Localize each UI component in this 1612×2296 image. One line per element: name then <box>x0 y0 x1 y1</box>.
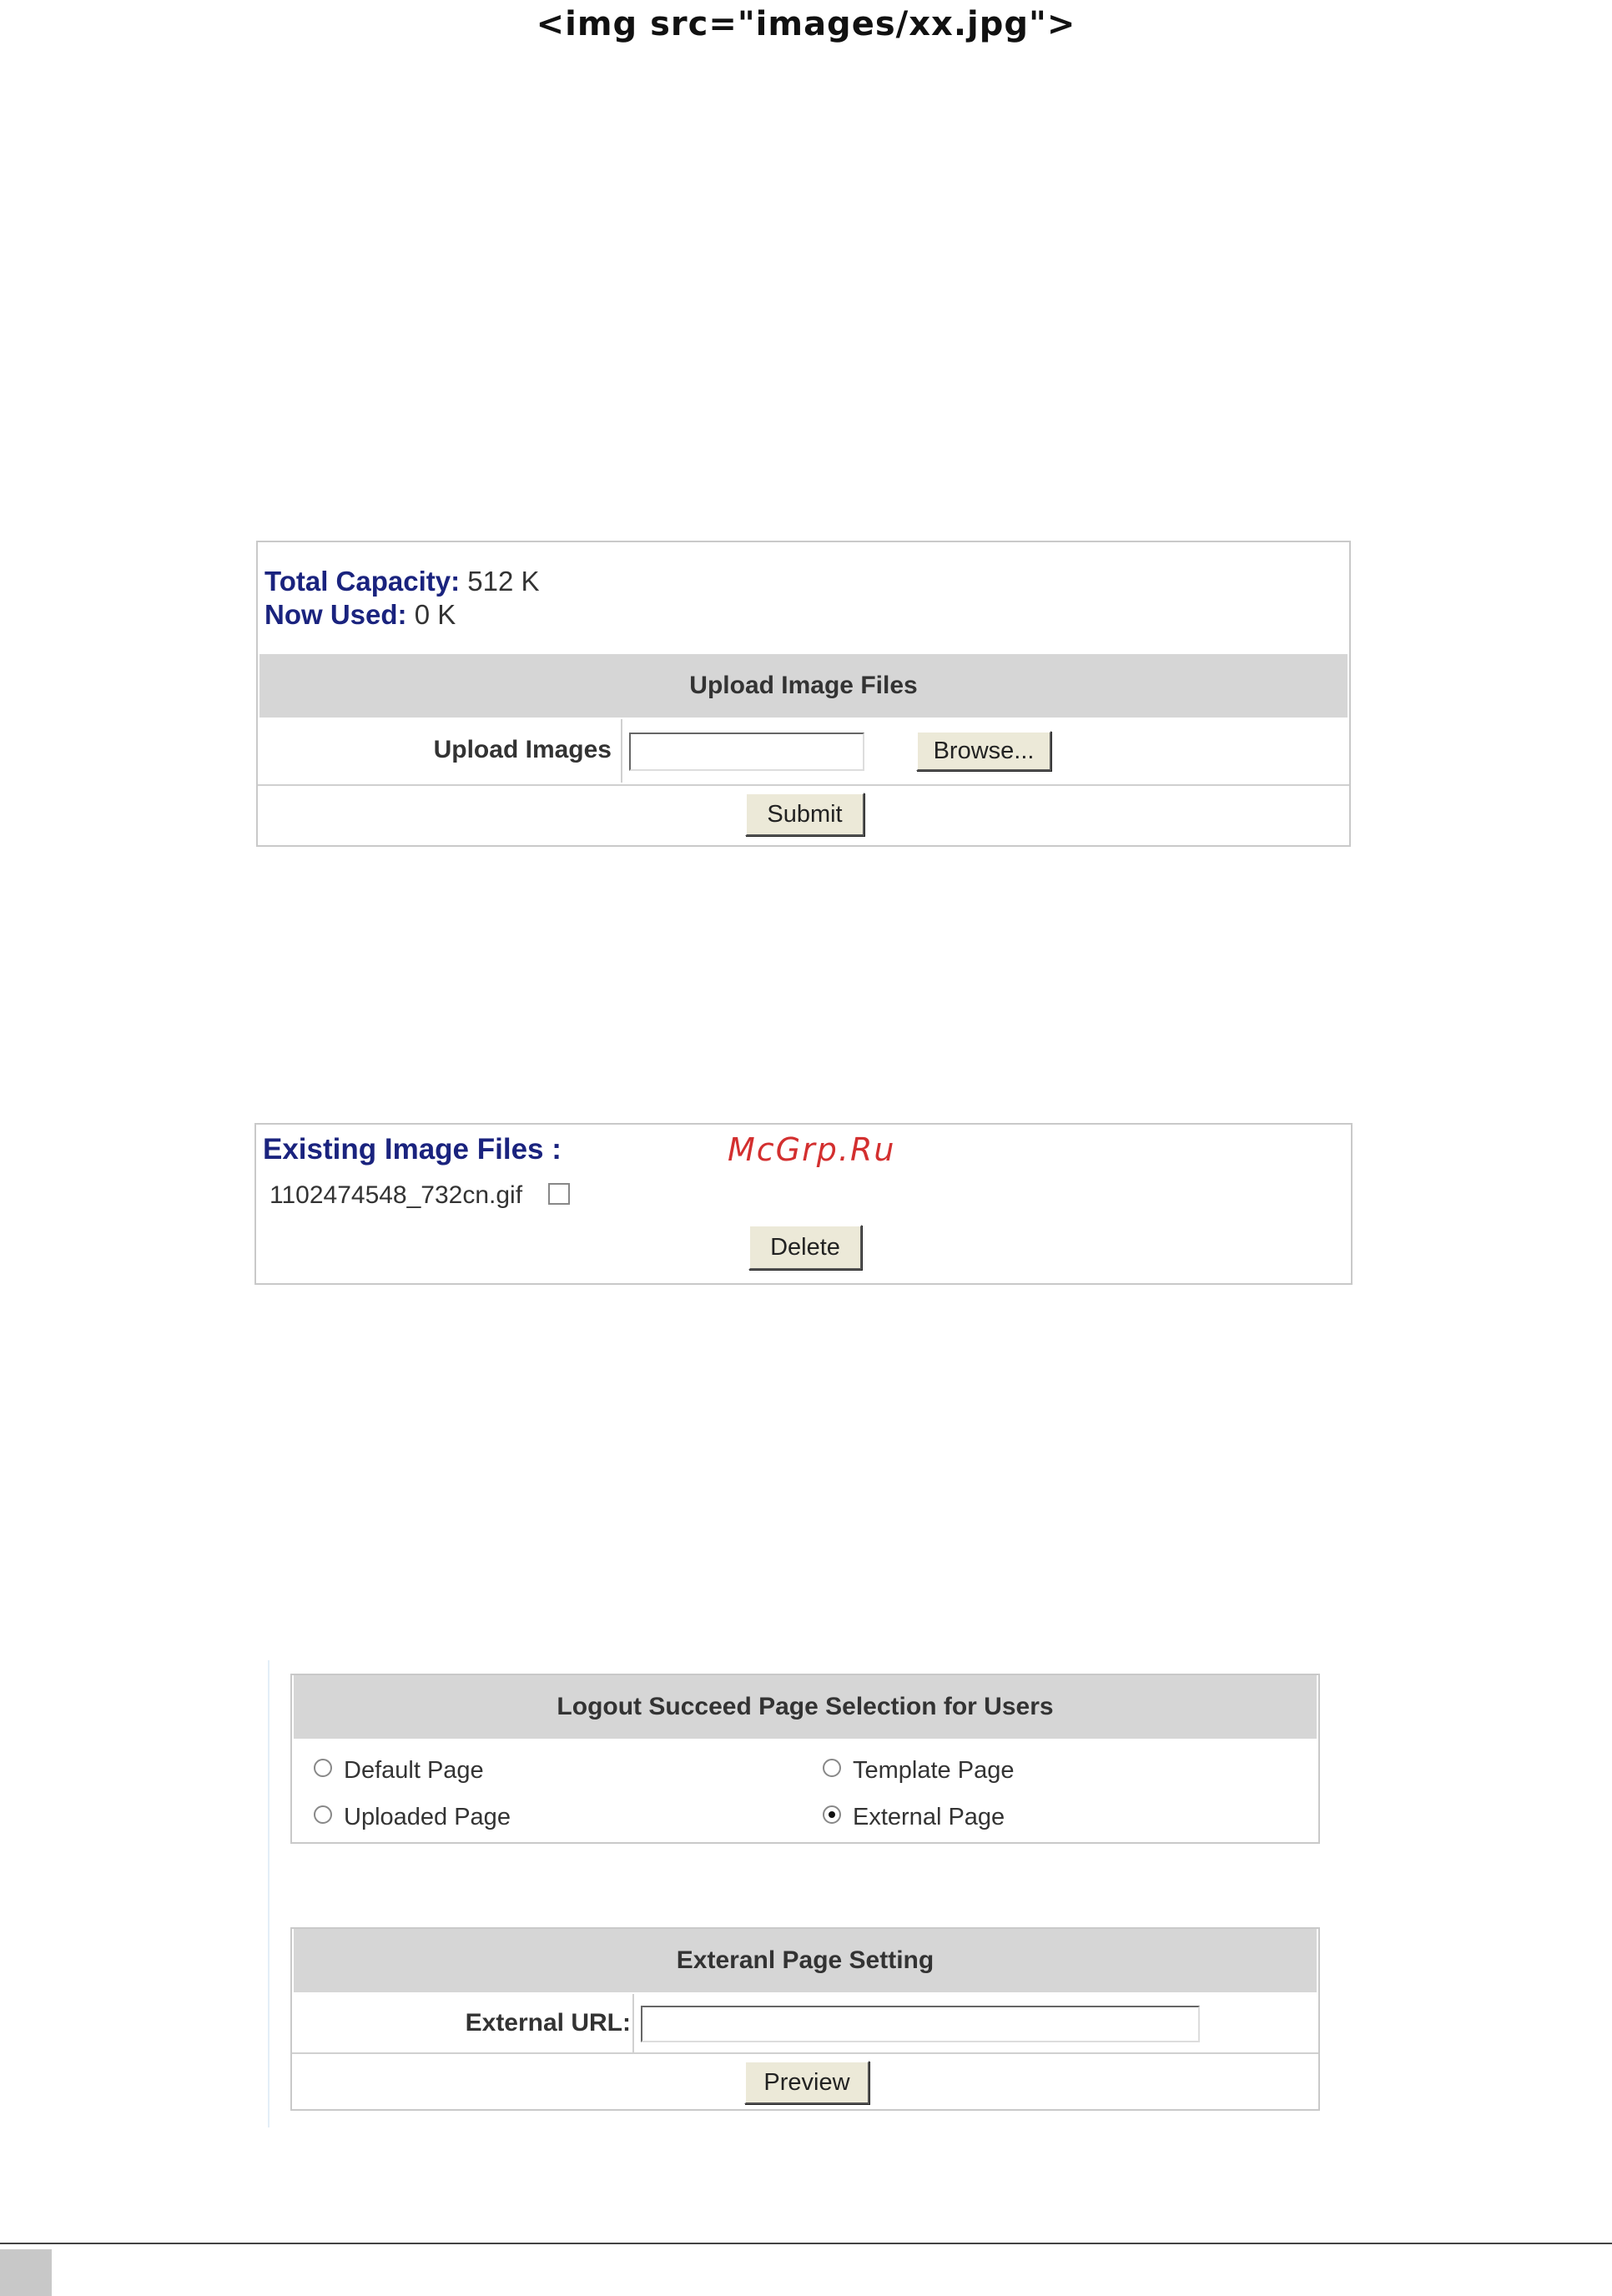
existing-files-panel <box>254 1123 1353 1285</box>
submit-button[interactable]: Submit <box>745 793 864 836</box>
external-url-row <box>292 1994 1318 2052</box>
external-page-panel <box>290 1927 1320 2111</box>
uploaded-page-radio[interactable] <box>314 1805 332 1824</box>
external-page-radio[interactable] <box>823 1805 841 1824</box>
external-page-label: External Page <box>853 1804 1005 1830</box>
upload-row <box>258 719 1349 783</box>
default-page-radio[interactable] <box>314 1759 332 1777</box>
template-page-label: Template Page <box>853 1757 1015 1784</box>
total-capacity-label: Total Capacity: <box>264 566 461 597</box>
submit-row <box>258 784 1349 845</box>
radio-selected-dot <box>829 1811 835 1818</box>
browse-button[interactable]: Browse... <box>916 731 1051 771</box>
logout-selection-panel <box>290 1674 1320 1844</box>
external-page-header: Exteranl Page Setting <box>294 1929 1317 1992</box>
uploaded-page-label: Uploaded Page <box>344 1804 511 1830</box>
footer-rule <box>0 2243 1612 2244</box>
file-select-checkbox[interactable] <box>548 1183 570 1205</box>
code-snippet: <img src="images/xx.jpg"> <box>536 5 1076 43</box>
external-url-label: External URL: <box>465 2009 631 2037</box>
upload-header: Upload Image Files <box>259 654 1348 718</box>
logout-selection-header: Logout Succeed Page Selection for Users <box>294 1675 1317 1739</box>
preview-button[interactable]: Preview <box>744 2061 869 2104</box>
capacity-info <box>258 542 1349 652</box>
now-used-value: 0 K <box>414 599 456 630</box>
frame-left-rule <box>268 1660 270 2127</box>
existing-files-title: Existing Image Files : <box>263 1133 562 1166</box>
preview-row <box>292 2052 1318 2109</box>
upload-file-input[interactable] <box>629 733 864 771</box>
watermark: McGrp.Ru <box>728 1131 896 1168</box>
file-name: 1102474548_732cn.gif <box>270 1181 523 1209</box>
template-page-radio[interactable] <box>823 1759 841 1777</box>
external-url-input[interactable] <box>641 2006 1200 2042</box>
delete-button[interactable]: Delete <box>748 1225 862 1270</box>
footer-page-marker <box>0 2249 52 2296</box>
upload-panel <box>256 541 1351 847</box>
now-used-label: Now Used: <box>264 599 407 630</box>
upload-images-label: Upload Images <box>433 736 612 763</box>
default-page-label: Default Page <box>344 1757 484 1784</box>
total-capacity-value: 512 K <box>467 566 540 597</box>
